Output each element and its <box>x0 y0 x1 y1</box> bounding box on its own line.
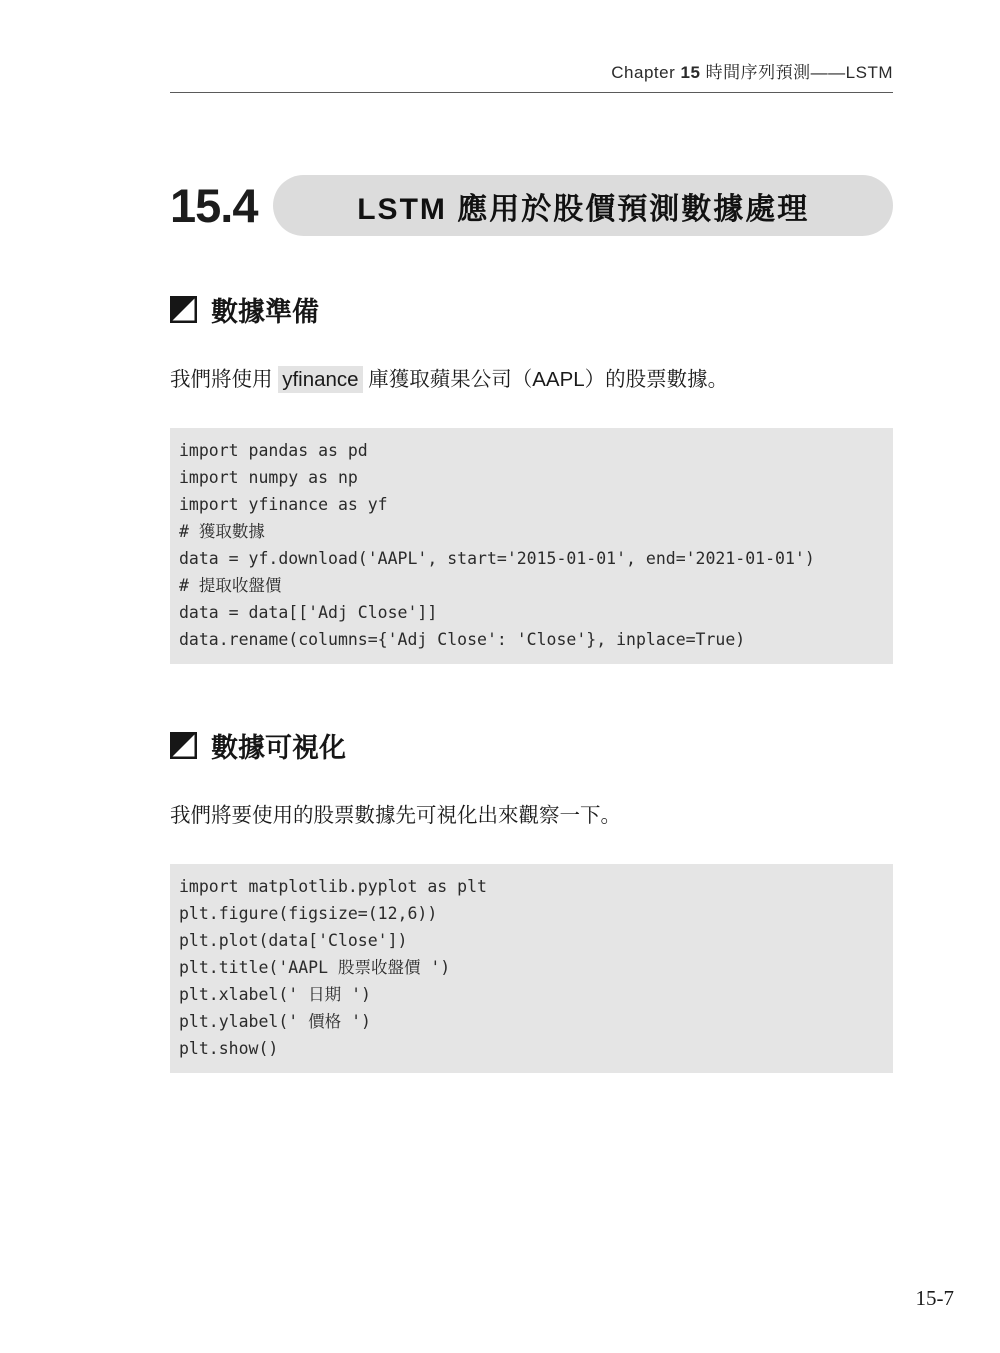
subsection-heading-data-prep <box>170 290 893 329</box>
diagonal-square-icon <box>170 296 197 323</box>
subsection-title: 數據可視化 <box>211 732 346 763</box>
inline-code-yfinance: yfinance <box>278 366 362 393</box>
chapter-label: Chapter <box>611 63 676 82</box>
chapter-title: 時間序列預測——LSTM <box>705 63 893 82</box>
page-content <box>170 0 893 1073</box>
code-block-plot <box>170 864 893 1073</box>
code-line: data = data[['Adj Close']] <box>179 602 438 622</box>
code-line: plt.title('AAPL 股票收盤價 ') <box>179 957 451 977</box>
code-line: import yfinance as yf <box>179 494 388 514</box>
code-line: plt.ylabel(' 價格 ') <box>179 1011 371 1031</box>
paragraph-text-before: 我們將使用 <box>170 368 279 391</box>
running-header <box>170 58 893 93</box>
subsection-heading-data-viz <box>170 726 893 765</box>
chapter-number: 15 <box>680 63 701 82</box>
code-line: plt.plot(data['Close']) <box>179 930 408 950</box>
section-number: 15.4 <box>170 179 258 232</box>
subsection-title: 數據準備 <box>211 297 319 327</box>
code-line: # 提取收盤價 <box>179 575 282 595</box>
section-heading <box>170 175 893 236</box>
code-block-data-fetch <box>170 428 893 664</box>
code-line: data = yf.download('AAPL', start='2015-01-01', end='2021-01-01') <box>179 548 815 568</box>
code-line: import matplotlib.pyplot as plt <box>179 876 487 896</box>
code-line: import pandas as pd <box>179 440 368 460</box>
diagonal-square-icon <box>170 732 197 759</box>
code-line: data.rename(columns={'Adj Close': 'Close'}, inplace=True) <box>179 629 746 649</box>
paragraph-data-viz: 我們將要使用的股票數據先可視化出來觀察一下。 <box>170 803 621 827</box>
code-line: plt.show() <box>179 1038 279 1058</box>
paragraph-data-prep <box>170 365 893 396</box>
code-line: # 獲取數據 <box>179 521 265 541</box>
page-number: 15-7 <box>915 1286 954 1310</box>
code-line: plt.xlabel(' 日期 ') <box>179 984 371 1004</box>
section-title-pill: LSTM 應用於股價預測數據處理 <box>273 175 893 236</box>
code-line: plt.figure(figsize=(12,6)) <box>179 903 438 923</box>
paragraph-text-after: 庫獲取蘋果公司（AAPL）的股票數據。 <box>362 368 729 391</box>
code-line: import numpy as np <box>179 467 358 487</box>
